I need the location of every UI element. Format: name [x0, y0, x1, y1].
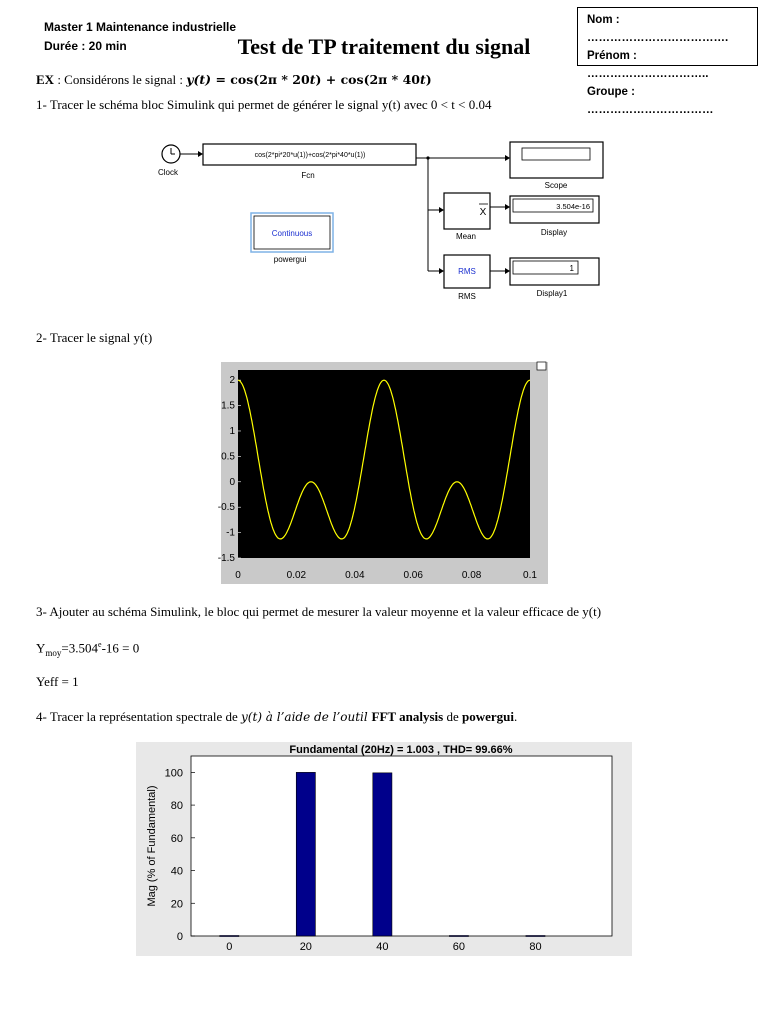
page-title: Test de TP traitement du signal	[237, 34, 531, 59]
signal-equation: y(t) = cos(2π * 20t) + cos(2π * 40t)	[186, 72, 432, 87]
clock-label: Clock	[158, 168, 179, 177]
display1-label: Display1	[536, 289, 568, 298]
signal-plot-area	[238, 370, 530, 558]
group-field: Groupe : ……………………………	[587, 86, 714, 116]
question-3: 3- Ajouter au schéma Simulink, le bloc qui permet de mesurer la valeur moyenne et la valeur efficace de y(t)	[36, 604, 602, 619]
fft-bar	[296, 772, 315, 936]
signal-y-tick: -1	[226, 527, 235, 539]
signal-y-tick: 0	[229, 476, 235, 488]
fft-y-tick: 60	[170, 832, 183, 845]
fft-bar	[220, 936, 239, 937]
identity-box	[577, 7, 758, 116]
name-field: Nom : ……………………………….	[587, 14, 729, 44]
exercise-statement	[36, 72, 432, 88]
fft-x-tick: 60	[452, 941, 466, 953]
fft-y-tick: 100	[164, 767, 183, 780]
fft-y-axis-label: Mag (% of Fundamental)	[146, 785, 158, 907]
signal-y-tick: 1	[229, 425, 235, 437]
signal-y-tick: 2	[229, 375, 235, 387]
fft-bar	[373, 773, 392, 936]
fft-title: Fundamental (20Hz) = 1.003 , THD= 99.66%	[289, 744, 513, 756]
fcn-expression: cos(2*pi*20*u(1))+cos(2*pi*40*u(1))	[254, 152, 366, 159]
fft-bar	[526, 936, 545, 937]
fft-x-tick: 0	[226, 941, 233, 953]
signal-y-tick: -1.5	[217, 553, 235, 564]
rms-answer: Yeff = 1	[36, 674, 79, 689]
fft-y-tick: 80	[170, 800, 183, 813]
ex-label: EX	[36, 72, 55, 87]
fft-plot-area	[191, 756, 612, 936]
mean-label: Mean	[455, 232, 477, 241]
fft-bar	[449, 936, 468, 937]
scope-label: Scope	[544, 181, 568, 190]
powergui-label: powergui	[273, 255, 307, 264]
fcn-label: Fcn	[301, 171, 315, 180]
signal-x-tick: 0	[235, 570, 241, 581]
display-value: 3.504e-16	[556, 202, 590, 211]
signal-y-tick: -0.5	[217, 502, 235, 514]
signal-y-tick: 1.5	[221, 400, 235, 412]
signal-x-tick: 0.02	[286, 570, 307, 581]
powergui-text: Continuous	[271, 229, 313, 238]
ex-intro: : Considérons le signal :	[54, 72, 187, 87]
firstname-field: Prénom : …………………………..	[587, 50, 709, 80]
display1-value: 1	[569, 264, 574, 273]
question-4: 4- Tracer la représentation spectrale de y(t) à l’aide de l’outil FFT analysis de powergui.	[36, 709, 518, 724]
signal-x-tick: 0.06	[403, 570, 423, 581]
fft-x-tick: 80	[529, 941, 542, 953]
fft-x-tick: 40	[376, 941, 389, 953]
signal-x-tick: 0.1	[523, 570, 537, 581]
fft-y-tick: 0	[176, 931, 183, 943]
display-label: Display	[540, 228, 568, 237]
signal-y-tick: 0.5	[221, 451, 235, 463]
signal-x-tick: 0.04	[345, 570, 365, 581]
simulink-diagram	[150, 138, 620, 308]
fft-y-tick: 20	[170, 898, 183, 911]
clock-block	[162, 145, 180, 163]
mean-answer: $Y_{moy}=3.504^e-16 = 0$	[36, 640, 140, 658]
rms-label: RMS	[458, 292, 476, 301]
fft-chart	[136, 742, 632, 956]
exam-duration: Durée : 20 min	[44, 39, 127, 53]
fft-x-tick: 20	[299, 941, 312, 953]
mean-symbol: X	[479, 207, 487, 218]
signal-x-tick: 0.08	[461, 570, 482, 581]
question-1: 1- Tracer le schéma bloc Simulink qui permet de générer le signal y(t) avec 0 < t < 0.04	[36, 97, 492, 112]
fft-y-tick: 40	[170, 865, 183, 878]
course-name: Master 1 Maintenance industrielle	[44, 20, 237, 34]
signal-chart	[217, 362, 548, 584]
question-2: 2- Tracer le signal y(t)	[36, 330, 153, 345]
rms-block-text: RMS	[458, 267, 476, 276]
